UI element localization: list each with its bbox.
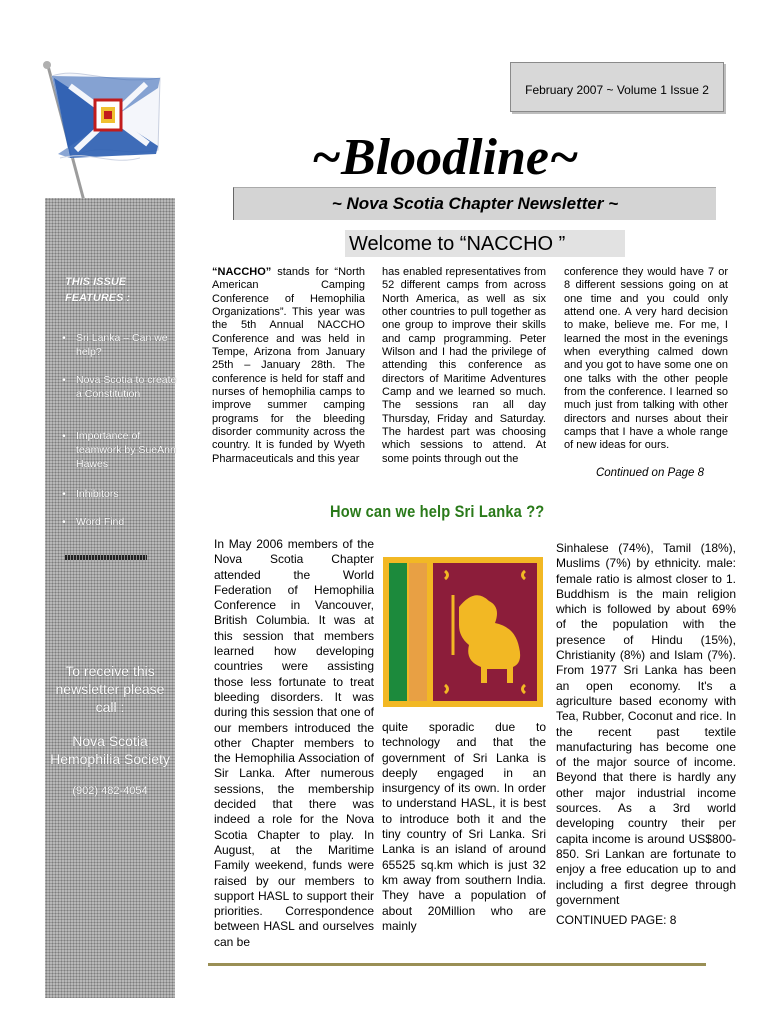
sidebar-item-constitution [62, 373, 184, 401]
issue-date-box [510, 62, 724, 112]
bullet-icon: • [62, 430, 66, 442]
welcome-column-1 [212, 266, 365, 478]
bullet-icon: • [62, 332, 66, 344]
continued-link: Continued on Page 8 [595, 467, 704, 479]
sidebar-item-word-find [62, 515, 184, 529]
welcome-heading: Welcome to “NACCHO ” [349, 233, 566, 255]
bottom-rule [208, 963, 706, 966]
contact-instruction: To receive this newsletter please call : [55, 663, 165, 715]
sidebar-item-label: Importance of teamwork by SueAnn Hawes [76, 430, 176, 470]
sidebar-item-label: Sri Lanka – Can we help? [76, 332, 168, 358]
sri-lanka-flag-icon [383, 557, 543, 707]
welcome-column-3: conference they would have 7 or 8 different sessions going on at one time and you could only attend one. A very hard decision to make, believe me. For me, I learned the most in the evenings when everything calmed down and you got to have some one on one talks with the other people from the conference. I learned so much just from talking with other directors and nurses about their camps that I have a whole range of new ideas for ours. [564, 266, 728, 452]
sidebar-divider [65, 555, 147, 560]
srilanka-column-3: Sinhalese (74%), Tamil (18%), Muslims (7%) by ethnicity. male: female ratio is almost closer to 1. Buddhism is the main religion which is followed by about 69% of the population with the presence of Hindu (15%), Christianity (8%) and Islam (7%). From 1977 Sri Lanka has been an open economy. It's a agriculture based economy with Tea, Rubber, Coconut and rice. In the recent past textile manufacturing has become one of the major source of income. Beyond that there is hardly any other major industrial income sources. As a 3rd world developing country their per capita income is around US$800-850. Sri Lankan are fortunate to enjoy a free education up to and including a first degree through government [556, 541, 736, 907]
sidebar-contact [50, 662, 170, 798]
srilanka-column-2: quite sporadic due to technology and that the government of Sri Lanka is deeply engaged in an insurgency of its own. In order to understand HASL, it is best to introduce both it and the tiny country of Sri Lanka. Sri Lanka is an island of around 65525 sq.km which is just 32 km away from southern India. They have a population of about 20Million who are mainly [382, 720, 546, 933]
srilanka-heading: How can we help Sri Lanka ?? [330, 502, 545, 521]
welcome-heading-box [345, 230, 625, 257]
bullet-icon: • [62, 516, 66, 528]
sidebar-item-sri-lanka [62, 331, 184, 359]
welcome-column-2: has enabled representatives from 52 different camps from across North America, as well as six other countries to pull together as one group to improve their skills and camp programming. Peter Wilson and I had the privilege of attending this conference as directors of Maritime Adventures Camp and we learned so much. The sessions ran all day Thursday, Friday and Saturday. The hardest part was choosing which sessions to attend. At some points through out the [382, 266, 546, 465]
issue-date: February 2007 ~ Volume 1 Issue 2 [525, 83, 709, 97]
society-name: Nova Scotia Hemophilia Society [50, 733, 170, 767]
bullet-icon: • [62, 488, 66, 500]
sidebar-item-teamwork [62, 429, 184, 471]
newsletter-subtitle: ~ Nova Scotia Chapter Newsletter ~ [331, 194, 619, 213]
newsletter-title: ~Bloodline~ [311, 129, 579, 186]
continued-page-label: CONTINUED PAGE: 8 [556, 913, 677, 927]
welcome-column-1-text: stands for “North American Camping Conference of Hemophilia Organizations”. This year was the 5th Annual NACCHO Conference and was held in Tempe, Arizona from January 25th – January 28th. The conference is held for staff and nurses of hemophilia camps to improve summer camping programs for the bleeding disorder community across the country. It is funded by Wyeth Pharmaceuticals and this year [212, 266, 365, 465]
naccho-lead: “NACCHO” [212, 266, 272, 278]
sidebar-item-label: Inhibitors [76, 488, 119, 500]
sidebar-heading: THIS ISSUE FEATURES : [65, 276, 131, 304]
srilanka-column-1: In May 2006 members of the Nova Scotia Chapter attended the World Federation of Hemophilia Conference in Vancouver, British Columbia. It was at this session that members learned how developing countries were assisting those less fortunate to treat bleeding disorders. It was during this session that one of our members introduced the other Chapter members to the Hemophilia Association of Sir Lanka. After numerous sessions, the membership decided that there was indeed a role for the Nova Scotia Chapter to play. In August, at the Maritime Family weekend, funds were raised by our members to support HASL to support their priorities. Correspondence between HASL and ourselves can be [214, 537, 374, 949]
contact-phone: (902) 482-4054 [72, 785, 148, 797]
sidebar-item-inhibitors [62, 487, 184, 501]
sidebar-item-label: Word Find [76, 516, 125, 528]
sidebar-panel [45, 198, 175, 998]
bullet-icon: • [62, 374, 66, 386]
subtitle-bar [233, 187, 716, 220]
nova-scotia-flag-icon [30, 58, 165, 218]
sidebar-item-label: Nova Scotia to create a Constitution [76, 374, 177, 400]
